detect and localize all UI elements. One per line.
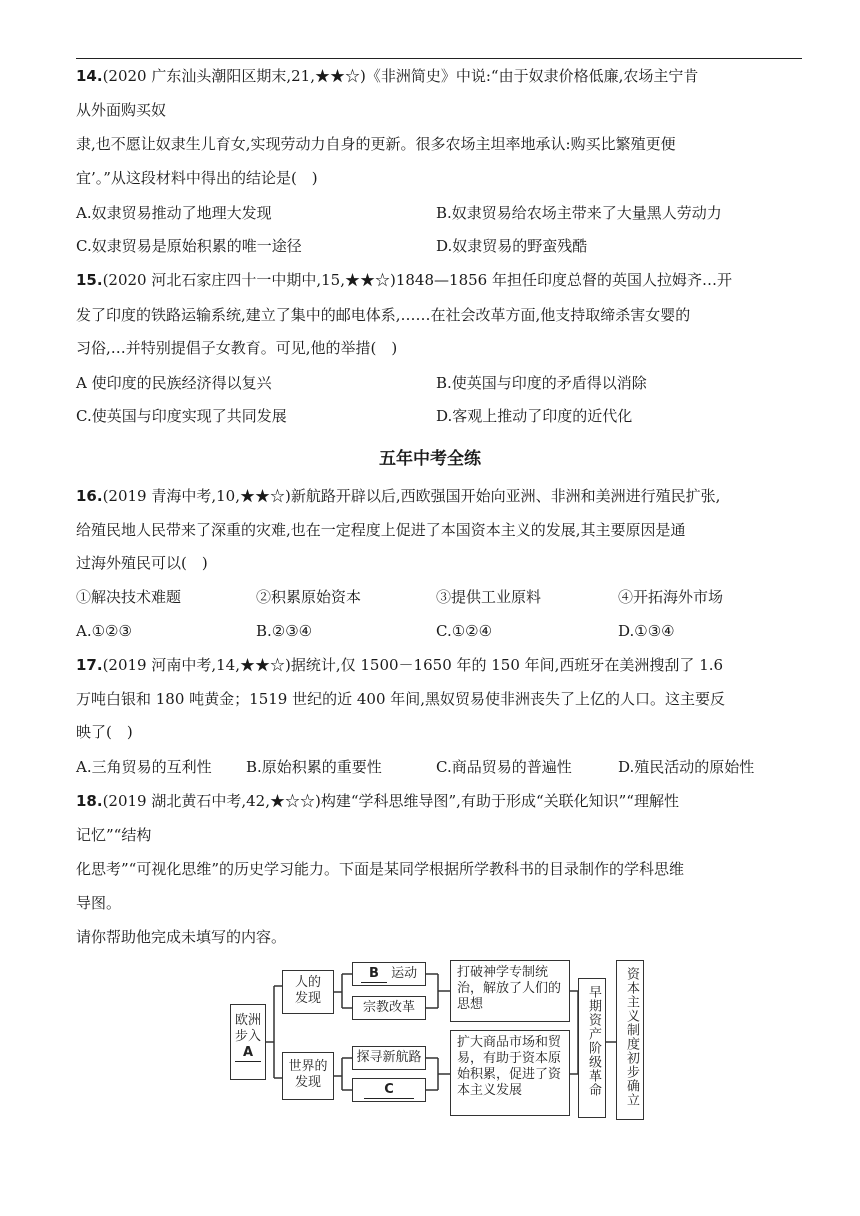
blank-b: B — [361, 966, 387, 983]
q18-line3: 化思考”“可视化思维”的历史学习能力。下面是某同学根据所学教科书的目录制作的学科思维 — [76, 860, 685, 878]
q15-line1: 15.(2020 河北石家庄四十一中期中,15,★★☆)1848—1856 年担任印度总督的英国人拉姆齐…开 — [76, 271, 732, 289]
movement-b-box: B 运动 — [352, 962, 426, 986]
mind-map-diagram — [230, 958, 650, 1128]
q18-number: 18. — [76, 792, 103, 810]
top-rule — [76, 58, 802, 59]
q15-line2: 发了印度的铁路运输系统,建立了集中的邮电体系,……在社会改革方面,他支持取缔杀害女婴的 — [76, 306, 691, 324]
q17-number: 17. — [76, 656, 103, 674]
q17-option-a: A.三角贸易的互利性 — [76, 758, 212, 776]
q16-option-b: B.②③④ — [256, 622, 313, 640]
root-box: 欧洲 步入 A — [230, 1004, 266, 1080]
q17-option-b: B.原始积累的重要性 — [246, 758, 382, 776]
q17-line2: 万吨白银和 180 吨黄金；1519 世纪的近 400 年间,黑奴贸易使非洲丧失了上亿的人口。这主要反 — [76, 690, 726, 708]
blank-c: C — [364, 1082, 414, 1099]
q16-option-d: D.①③④ — [618, 622, 675, 640]
q16-item-1: ①解决技术难题 — [76, 588, 182, 606]
q14-option-d: D.奴隶贸易的野蛮残酷 — [436, 237, 588, 255]
q17-option-d: D.殖民活动的原始性 — [618, 758, 755, 776]
q16-number: 16. — [76, 487, 103, 505]
capitalism-box: 资本主义制度初步确立 — [616, 960, 644, 1120]
q15-option-b: B.使英国与印度的矛盾得以消除 — [436, 374, 647, 392]
effect-thought-box: 打破神学专制统治，解放了人们的思想 — [450, 960, 570, 1022]
q17-option-c: C.商品贸易的普遍性 — [436, 758, 572, 776]
q14-option-c: C.奴隶贸易是原始积累的唯一途径 — [76, 237, 302, 255]
q16-item-2: ②积累原始资本 — [256, 588, 362, 606]
q16-line3: 过海外殖民可以( ) — [76, 554, 208, 572]
q15-option-d: D.客观上推动了印度的近代化 — [436, 407, 633, 425]
q14-line1: 14.(2020 广东汕头潮阳区期末,21,★★☆)《非洲简史》中说:“由于奴隶价格低廉,农场主宁肯 — [76, 67, 699, 85]
q14-number: 14. — [76, 67, 103, 85]
blank-c-box — [352, 1078, 426, 1102]
blank-a: A — [235, 1045, 261, 1062]
effect-trade-box: 扩大商品市场和贸易，有助于资本原始积累，促进了资本主义发展 — [450, 1030, 570, 1116]
section-title: 五年中考全练 — [379, 449, 481, 469]
q16-line1: 16.(2019 青海中考,10,★★☆)新航路开辟以后,西欧强国开始向亚洲、非洲和美洲进行殖民扩张, — [76, 487, 721, 505]
q15-option-a: A 使印度的民族经济得以复兴 — [76, 374, 272, 392]
q18-line2: 记忆”“结构 — [76, 826, 152, 844]
q15-number: 15. — [76, 271, 103, 289]
q17-line1: 17.(2019 河南中考,14,★★☆)据统计,仅 1500－1650 年的 150 年间,西班牙在美洲搜刮了 1.6 — [76, 656, 724, 674]
q17-line3: 映了( ) — [76, 723, 133, 741]
q14-line4: 宜’。”从这段材料中得出的结论是( ) — [76, 169, 318, 187]
q16-item-4: ④开拓海外市场 — [618, 588, 724, 606]
q16-option-a: A.①②③ — [76, 622, 132, 640]
q14-option-a: A.奴隶贸易推动了地理大发现 — [76, 204, 272, 222]
q18-line4: 导图。 — [76, 894, 122, 912]
world-discovery-box: 世界的 发现 — [282, 1052, 334, 1100]
q18-line5: 请你帮助他完成未填写的内容。 — [76, 928, 287, 946]
q15-line3: 习俗,…并特别提倡子女教育。可见,他的举措( ) — [76, 339, 398, 357]
reformation-box: 宗教改革 — [352, 996, 426, 1020]
q14-option-b: B.奴隶贸易给农场主带来了大量黑人劳动力 — [436, 204, 722, 222]
q16-line2: 给殖民地人民带来了深重的灾难,也在一定程度上促进了本国资本主义的发展,其主要原因是通 — [76, 521, 686, 539]
q16-option-c: C.①②④ — [436, 622, 493, 640]
new-route-box: 探寻新航路 — [352, 1046, 426, 1070]
q18-line1: 18.(2019 湖北黄石中考,42,★☆☆)构建“学科思维导图”,有助于形成“关联化知识”“理解性 — [76, 792, 679, 810]
revolution-box: 早期资产阶级革命 — [578, 978, 606, 1118]
q16-item-3: ③提供工业原料 — [436, 588, 542, 606]
q14-line2: 从外面购买奴 — [76, 101, 167, 119]
human-discovery-box: 人的 发现 — [282, 970, 334, 1014]
q15-option-c: C.使英国与印度实现了共同发展 — [76, 407, 287, 425]
q14-line3: 隶,也不愿让奴隶生儿育女,实现劳动力自身的更新。很多农场主坦率地承认:购买比繁殖更便 — [76, 135, 676, 153]
